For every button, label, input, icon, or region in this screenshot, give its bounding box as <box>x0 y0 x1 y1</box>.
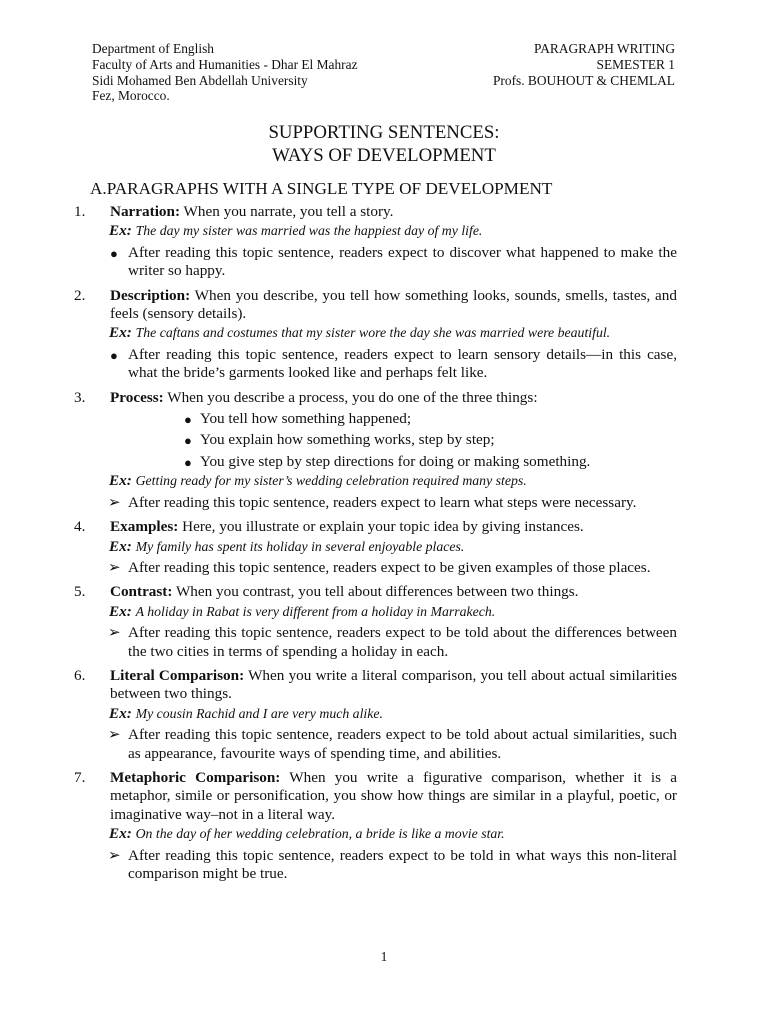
ex-label: Ex: <box>109 704 132 722</box>
item-example <box>92 825 677 843</box>
ex-label: Ex: <box>109 825 132 843</box>
item-term: Examples: <box>110 518 179 536</box>
item-example <box>92 222 677 240</box>
arrow-bullet-icon: ➢ <box>108 726 121 744</box>
item-number: 2. <box>74 286 86 304</box>
sub-item <box>92 453 677 471</box>
item-note <box>92 494 677 512</box>
item-definition <box>74 518 677 536</box>
note-text: After reading this topic sentence, readers expect to learn sensory details—in this case, what the bride’s garments looked like and perhaps felt like. <box>128 345 677 382</box>
item-example <box>92 705 677 723</box>
sub-item-text: You tell how something happened; <box>200 410 412 428</box>
header-faculty: Faculty of Arts and Humanities - Dhar El Mahraz <box>92 56 358 72</box>
document-title <box>0 121 768 167</box>
note-text: After reading this topic sentence, readers expect to be told about actual similarities, such as appearance, favourite ways of spending time, and abilities. <box>128 726 677 762</box>
item-term: Metaphoric Comparison: <box>110 768 281 786</box>
bullet-dot-icon: ● <box>184 454 192 470</box>
sub-item-text: You give step by step directions for doing or making something. <box>200 452 591 470</box>
item-literal-comparison <box>74 666 677 763</box>
ex-label: Ex: <box>109 472 132 490</box>
note-text: After reading this topic sentence, readers expect to learn what steps were necessary. <box>128 493 637 511</box>
item-def: When you write a literal comparison, you tell about actual similarities between two things. <box>110 666 677 703</box>
header-course: PARAGRAPH WRITING <box>534 41 675 56</box>
item-def: When you describe a process, you do one of the three things: <box>167 388 538 406</box>
header-semester: SEMESTER 1 <box>596 56 675 72</box>
main-content <box>74 179 677 883</box>
ex-label: Ex: <box>109 324 132 342</box>
item-def: Here, you illustrate or explain your topic idea by giving instances. <box>182 518 584 536</box>
item-number: 6. <box>74 666 86 684</box>
sub-item <box>92 410 677 428</box>
title-line-1: SUPPORTING SENTENCES: <box>268 122 500 143</box>
item-metaphoric-comparison <box>74 768 677 883</box>
item-note <box>92 559 677 577</box>
item-note <box>92 624 677 661</box>
example-text: My family has spent its holiday in several enjoyable places. <box>135 538 465 554</box>
item-note <box>92 244 677 281</box>
bullet-dot-icon: ● <box>110 347 118 363</box>
item-term: Description: <box>110 286 191 304</box>
header-professors: Profs. BOUHOUT & CHEMLAL <box>492 72 675 88</box>
note-text: After reading this topic sentence, readers expect to be told in what ways this non-literal comparison might be true. <box>128 846 677 882</box>
item-example <box>92 538 677 556</box>
item-examples <box>74 518 677 577</box>
note-text: After reading this topic sentence, readers expect to be given examples of those places. <box>128 558 651 576</box>
example-text: The day my sister was married was the happiest day of my life. <box>135 223 483 239</box>
page-number: 1 <box>380 949 388 964</box>
item-number: 5. <box>74 583 86 601</box>
ex-label: Ex: <box>109 222 132 240</box>
header-right <box>493 41 675 88</box>
item-term: Process: <box>110 388 164 406</box>
item-number: 7. <box>74 768 86 786</box>
item-example <box>92 324 677 342</box>
item-example <box>92 603 677 621</box>
bullet-dot-icon: ● <box>110 245 118 261</box>
item-number: 4. <box>74 518 86 536</box>
header-department: Department of English <box>92 41 214 56</box>
item-process <box>74 388 677 512</box>
item-def: When you describe, you tell how something looks, sounds, smells, tastes, and feels (sensory details). <box>110 286 677 323</box>
item-def: When you contrast, you tell about differences between two things. <box>175 583 579 601</box>
item-term: Contrast: <box>110 583 173 601</box>
item-definition <box>74 203 677 221</box>
item-example <box>92 472 677 490</box>
bullet-dot-icon: ● <box>184 433 192 449</box>
item-def: When you narrate, you tell a story. <box>183 203 394 220</box>
arrow-bullet-icon: ➢ <box>108 493 121 511</box>
example-text: My cousin Rachid and I are very much alike. <box>135 705 383 721</box>
sub-item <box>92 431 677 449</box>
item-definition <box>74 666 677 704</box>
example-text: A holiday in Rabat is very different from a holiday in Marrakech. <box>135 603 496 619</box>
note-text: After reading this topic sentence, readers expect to discover what happened to make the writer so happy. <box>128 243 677 280</box>
item-definition <box>74 388 677 407</box>
item-note <box>92 847 677 884</box>
item-narration <box>74 203 677 281</box>
item-def: When you write a figurative comparison, whether it is a metaphor, simile or personification, you show how things are similar in a playful, poetic, or imaginative way–not in a literal way. <box>110 768 677 823</box>
item-note <box>92 346 677 383</box>
ex-label: Ex: <box>109 537 132 555</box>
example-text: On the day of her wedding celebration, a bride is like a movie star. <box>135 826 505 842</box>
example-text: The caftans and costumes that my sister wore the day she was married were beautiful. <box>135 325 611 341</box>
item-term: Narration: <box>110 203 181 220</box>
item-number: 1. <box>74 203 86 220</box>
header-university: Sidi Mohamed Ben Abdellah University <box>92 72 308 88</box>
item-number: 3. <box>74 388 86 406</box>
arrow-bullet-icon: ➢ <box>108 558 121 576</box>
arrow-bullet-icon: ➢ <box>108 846 121 864</box>
ex-label: Ex: <box>109 602 132 620</box>
header-left <box>92 41 358 104</box>
item-description <box>74 286 677 383</box>
note-text: After reading this topic sentence, readers expect to be told about the differences between the two cities in terms of spending a holiday in each. <box>128 624 677 660</box>
bullet-dot-icon: ● <box>184 412 192 428</box>
item-contrast <box>74 583 677 661</box>
section-heading: A.PARAGRAPHS WITH A SINGLE TYPE OF DEVELOPMENT <box>90 179 553 198</box>
item-term: Literal Comparison: <box>110 666 245 684</box>
example-text: Getting ready for my sister’s wedding celebration required many steps. <box>135 473 527 489</box>
arrow-bullet-icon: ➢ <box>108 624 121 642</box>
sub-item-text: You explain how something works, step by step; <box>200 431 495 449</box>
item-note <box>92 726 677 763</box>
item-definition <box>74 286 677 324</box>
item-definition <box>74 583 677 601</box>
item-definition <box>74 768 677 824</box>
header-city: Fez, Morocco. <box>92 88 170 104</box>
title-line-2: WAYS OF DEVELOPMENT <box>272 145 496 166</box>
